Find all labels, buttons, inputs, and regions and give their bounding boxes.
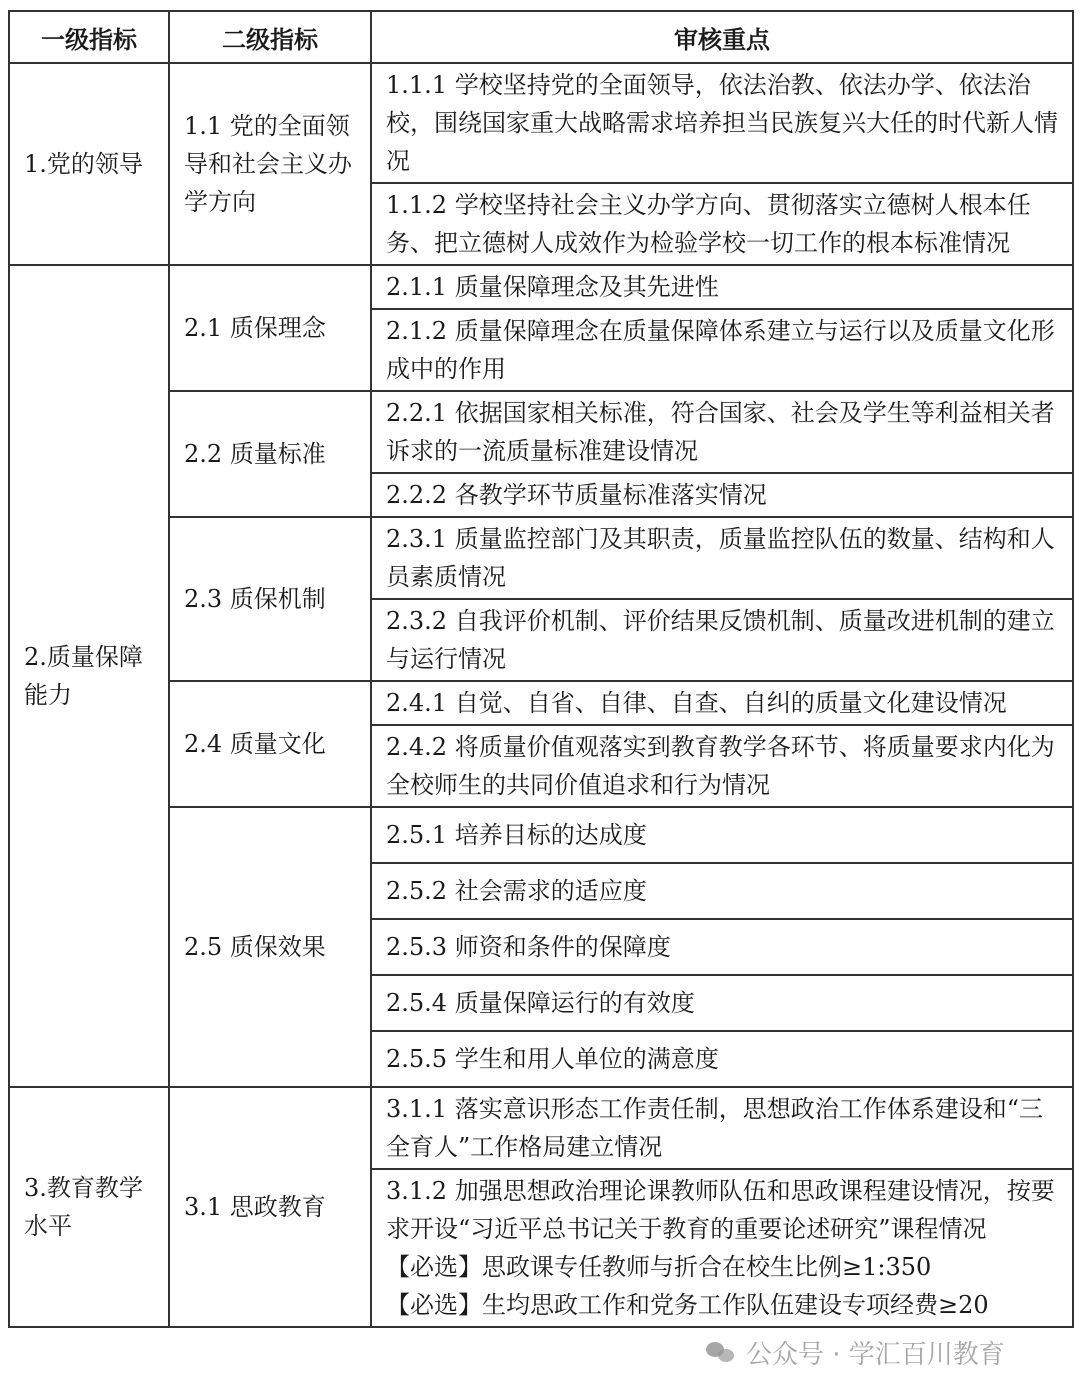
audit-point: 2.1.1 质量保障理念及其先进性 — [371, 265, 1073, 309]
audit-point: 2.5.3 师资和条件的保障度 — [371, 919, 1073, 975]
audit-point: 3.1.1 落实意识形态工作责任制，思想政治工作体系建设和“三全育人”工作格局建立情况 — [371, 1087, 1073, 1169]
audit-point: 2.1.2 质量保障理念在质量保障体系建立与运行以及质量文化形成中的作用 — [371, 309, 1073, 391]
audit-point: 2.5.4 质量保障运行的有效度 — [371, 975, 1073, 1031]
audit-point: 2.4.1 自觉、自省、自律、自查、自纠的质量文化建设情况 — [371, 681, 1073, 725]
level2-indicator: 2.3 质保机制 — [169, 517, 371, 681]
table-row — [9, 681, 1073, 725]
audit-point: 2.3.1 质量监控部门及其职责，质量监控队伍的数量、结构和人员素质情况 — [371, 517, 1073, 599]
table-row — [9, 63, 1073, 183]
header-level2-indicator: 二级指标 — [169, 11, 371, 63]
table-row — [9, 391, 1073, 473]
table-body — [9, 63, 1073, 1327]
audit-criteria-table — [8, 10, 1074, 1328]
audit-point: 1.1.1 学校坚持党的全面领导，依法治教、依法办学、依法治校，围绕国家重大战略需求培养担当民族复兴大任的时代新人情况 — [371, 63, 1073, 183]
level2-indicator: 1.1 党的全面领导和社会主义办学方向 — [169, 63, 371, 265]
table-row — [9, 265, 1073, 309]
audit-point: 2.5.1 培养目标的达成度 — [371, 807, 1073, 863]
table-row — [9, 1087, 1073, 1169]
level2-indicator: 2.1 质保理念 — [169, 265, 371, 391]
audit-point: 2.5.2 社会需求的适应度 — [371, 863, 1073, 919]
watermark-text: 公众号 · 学汇百川教育 — [746, 1340, 1005, 1370]
audit-point: 3.1.2 加强思想政治理论课教师队伍和思政课程建设情况，按要求开设“习近平总书记关于教育的重要论述研究”课程情况 【必选】思政课专任教师与折合在校生比例≥1:350 【必选】生均思政工作和党务工作队伍建设专项经费≥20 — [371, 1169, 1073, 1327]
wechat-icon — [706, 1342, 736, 1364]
audit-point: 2.5.5 学生和用人单位的满意度 — [371, 1031, 1073, 1087]
level2-indicator: 3.1 思政教育 — [169, 1087, 371, 1327]
header-level1-indicator: 一级指标 — [9, 11, 169, 63]
level2-indicator: 2.5 质保效果 — [169, 807, 371, 1087]
audit-point: 2.2.1 依据国家相关标准，符合国家、社会及学生等利益相关者诉求的一流质量标准建设情况 — [371, 391, 1073, 473]
level2-indicator: 2.4 质量文化 — [169, 681, 371, 807]
audit-point: 2.4.2 将质量价值观落实到教育教学各环节、将质量要求内化为全校师生的共同价值追求和行为情况 — [371, 725, 1073, 807]
audit-point: 2.3.2 自我评价机制、评价结果反馈机制、质量改进机制的建立与运行情况 — [371, 599, 1073, 681]
audit-point: 2.2.2 各教学环节质量标准落实情况 — [371, 473, 1073, 517]
table-row — [9, 517, 1073, 599]
level1-indicator: 2.质量保障能力 — [9, 265, 169, 1087]
audit-point: 1.1.2 学校坚持社会主义办学方向、贯彻落实立德树人根本任务、把立德树人成效作为检验学校一切工作的根本标准情况 — [371, 183, 1073, 265]
level2-indicator: 2.2 质量标准 — [169, 391, 371, 517]
level1-indicator: 3.教育教学水平 — [9, 1087, 169, 1327]
watermark — [706, 1334, 1005, 1371]
level1-indicator: 1.党的领导 — [9, 63, 169, 265]
table-row — [9, 807, 1073, 863]
header-audit-points: 审核重点 — [371, 11, 1073, 63]
table-header-row — [9, 11, 1073, 63]
